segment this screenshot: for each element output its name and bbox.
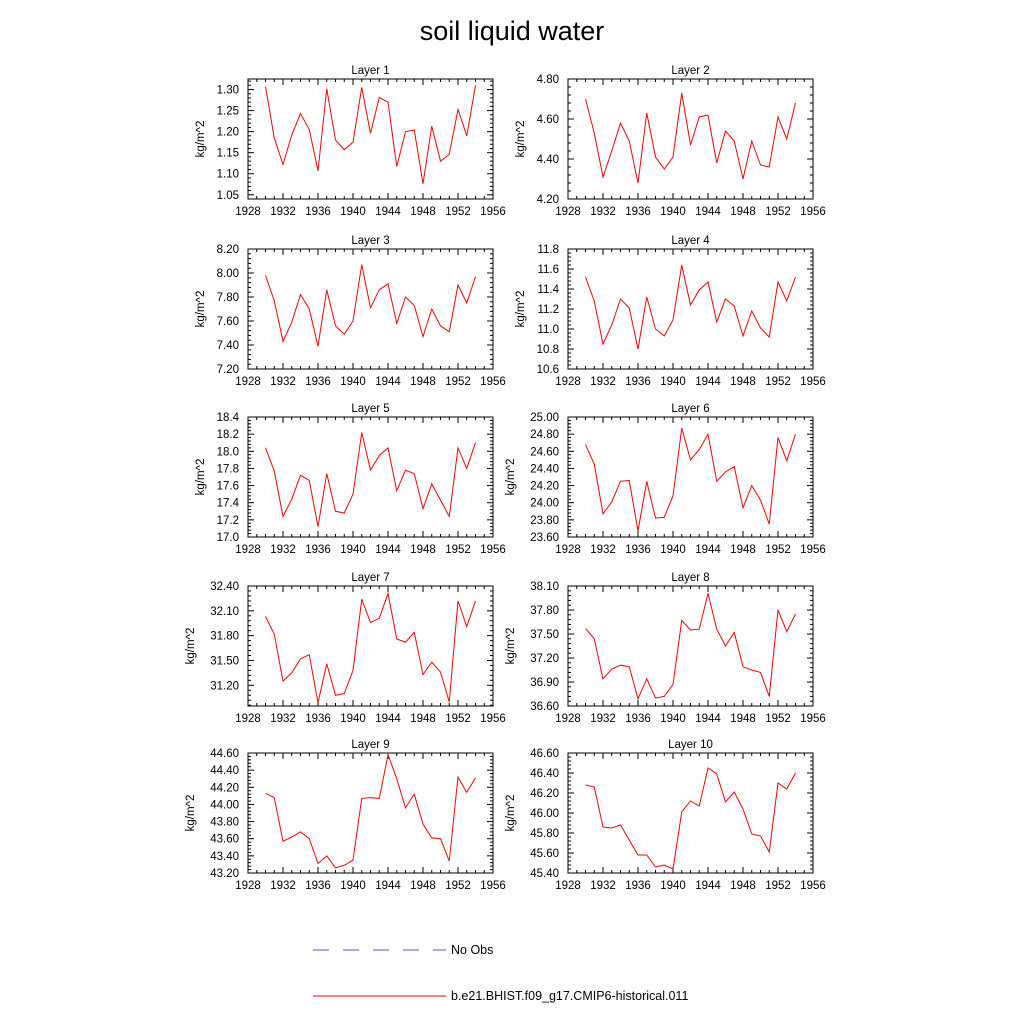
- y-tick-label: 1.30: [216, 84, 239, 97]
- y-tick-label: 43.80: [210, 816, 239, 829]
- x-tick-label: 1932: [590, 544, 616, 556]
- series-line-layer-5: [266, 432, 476, 526]
- y-tick-label: 44.40: [210, 765, 239, 778]
- y-tick-label: 1.20: [216, 126, 239, 139]
- y-tick-label: 4.80: [536, 74, 559, 86]
- x-tick-label: 1944: [375, 880, 401, 892]
- y-axis-label-layer-10: kg/m^2: [505, 794, 517, 832]
- x-tick-label: 1928: [235, 880, 261, 892]
- x-tick-label: 1948: [410, 880, 436, 892]
- x-tick-label: 1944: [695, 376, 721, 388]
- y-tick-label: 37.80: [530, 605, 559, 617]
- x-tick-label: 1948: [730, 206, 756, 218]
- panel-title-layer-8: Layer 8: [671, 572, 710, 584]
- x-tick-label: 1932: [270, 713, 296, 725]
- x-tick-label: 1952: [765, 880, 791, 892]
- y-tick-label: 46.00: [530, 808, 559, 820]
- x-tick-label: 1948: [410, 376, 436, 388]
- y-tick-label: 45.80: [530, 828, 559, 840]
- axis-frame-layer-7: [248, 586, 493, 706]
- y-tick-label: 32.10: [210, 605, 239, 618]
- x-tick-label: 1928: [555, 376, 581, 388]
- axis-frame-layer-10: [568, 753, 813, 873]
- y-tick-label: 17.6: [216, 480, 239, 493]
- x-tick-label: 1940: [660, 880, 686, 892]
- x-tick-label: 1940: [660, 206, 686, 218]
- panel-title-layer-1: Layer 1: [351, 65, 390, 77]
- x-tick-label: 1956: [480, 206, 506, 218]
- x-tick-label: 1940: [340, 713, 366, 725]
- panel-layer-8: [505, 572, 826, 725]
- panel-title-layer-9: Layer 9: [351, 739, 390, 751]
- x-tick-label: 1956: [480, 880, 506, 892]
- y-axis-label-layer-4: kg/m^2: [515, 290, 527, 328]
- x-tick-label: 1952: [445, 376, 471, 388]
- x-tick-label: 1940: [340, 376, 366, 388]
- y-axis-label-layer-5: kg/m^2: [195, 458, 207, 496]
- y-tick-label: 32.40: [210, 581, 239, 593]
- y-tick-label: 46.20: [530, 788, 559, 800]
- y-tick-label: 17.0: [216, 532, 239, 544]
- panel-title-layer-2: Layer 2: [671, 65, 710, 77]
- x-tick-label: 1940: [660, 544, 686, 556]
- x-tick-label: 1948: [410, 206, 436, 218]
- y-tick-label: 18.4: [216, 412, 239, 424]
- x-tick-label: 1932: [270, 376, 296, 388]
- figure-title: soil liquid water: [419, 16, 605, 46]
- y-tick-label: 18.0: [216, 446, 239, 459]
- x-tick-label: 1936: [305, 713, 331, 725]
- y-axis-label-layer-1: kg/m^2: [195, 120, 207, 158]
- x-tick-label: 1948: [410, 544, 436, 556]
- series-line-layer-4: [586, 265, 796, 349]
- x-tick-label: 1932: [270, 880, 296, 892]
- y-tick-label: 37.50: [530, 629, 559, 641]
- x-tick-label: 1956: [800, 544, 826, 556]
- x-tick-label: 1932: [270, 206, 296, 218]
- y-tick-label: 43.20: [210, 868, 239, 880]
- panel-layer-1: [195, 65, 506, 218]
- y-tick-label: 7.60: [216, 316, 239, 328]
- y-tick-label: 17.8: [216, 463, 239, 476]
- x-tick-label: 1928: [235, 713, 261, 725]
- series-line-layer-10: [586, 768, 796, 869]
- x-tick-label: 1944: [375, 713, 401, 725]
- y-tick-label: 7.80: [216, 292, 239, 304]
- x-tick-label: 1936: [625, 376, 651, 388]
- series-line-layer-8: [586, 593, 796, 699]
- y-tick-label: 1.25: [216, 105, 239, 118]
- axis-frame-layer-5: [248, 417, 493, 537]
- x-tick-label: 1948: [730, 376, 756, 388]
- x-tick-label: 1948: [410, 713, 436, 725]
- y-tick-label: 11.4: [537, 284, 559, 296]
- x-tick-label: 1940: [660, 713, 686, 725]
- y-tick-label: 24.60: [530, 446, 559, 459]
- x-tick-label: 1936: [625, 206, 651, 218]
- x-tick-label: 1944: [375, 544, 401, 556]
- series-line-layer-7: [266, 593, 476, 702]
- y-tick-label: 8.20: [216, 244, 239, 256]
- y-tick-label: 44.00: [210, 799, 239, 812]
- y-tick-label: 45.40: [530, 868, 559, 880]
- y-tick-label: 1.10: [216, 168, 239, 181]
- y-tick-label: 4.20: [536, 194, 559, 206]
- legend: [313, 943, 688, 1003]
- y-tick-label: 38.10: [530, 581, 559, 593]
- panel-layer-3: [195, 235, 506, 388]
- x-tick-label: 1956: [480, 376, 506, 388]
- y-tick-label: 43.40: [210, 850, 239, 863]
- x-tick-label: 1932: [590, 880, 616, 892]
- x-tick-label: 1956: [480, 713, 506, 725]
- y-axis-label-layer-6: kg/m^2: [505, 458, 517, 496]
- x-tick-label: 1952: [765, 544, 791, 556]
- panel-title-layer-4: Layer 4: [671, 235, 710, 247]
- y-axis-label-layer-3: kg/m^2: [195, 290, 207, 328]
- x-tick-label: 1956: [800, 880, 826, 892]
- x-tick-label: 1948: [730, 880, 756, 892]
- panel-title-layer-6: Layer 6: [671, 403, 710, 415]
- y-tick-label: 46.40: [530, 768, 559, 780]
- y-tick-label: 1.15: [216, 147, 239, 160]
- axis-frame-layer-6: [568, 417, 813, 537]
- x-tick-label: 1932: [270, 544, 296, 556]
- y-tick-label: 17.2: [216, 514, 239, 527]
- x-tick-label: 1944: [375, 206, 401, 218]
- y-axis-label-layer-2: kg/m^2: [515, 120, 527, 158]
- x-tick-label: 1952: [765, 376, 791, 388]
- panel-layer-5: [195, 403, 506, 556]
- y-tick-label: 24.80: [530, 429, 559, 442]
- x-tick-label: 1944: [695, 713, 721, 725]
- y-tick-label: 23.80: [530, 514, 559, 527]
- x-tick-label: 1956: [480, 544, 506, 556]
- x-tick-label: 1928: [555, 880, 581, 892]
- axis-frame-layer-8: [568, 586, 813, 706]
- y-tick-label: 10.8: [536, 344, 559, 356]
- y-tick-label: 44.20: [210, 782, 239, 795]
- x-tick-label: 1948: [730, 544, 756, 556]
- y-tick-label: 24.40: [530, 463, 559, 476]
- x-tick-label: 1944: [695, 880, 721, 892]
- axis-frame-layer-4: [568, 249, 813, 369]
- x-tick-label: 1956: [800, 713, 826, 725]
- y-tick-label: 10.6: [536, 364, 559, 376]
- x-tick-label: 1936: [625, 544, 651, 556]
- x-tick-label: 1932: [590, 376, 616, 388]
- y-tick-label: 11.0: [537, 324, 559, 336]
- x-tick-label: 1952: [445, 206, 471, 218]
- x-tick-label: 1944: [695, 206, 721, 218]
- x-tick-label: 1932: [590, 713, 616, 725]
- y-tick-label: 23.60: [530, 532, 559, 544]
- x-tick-label: 1956: [800, 206, 826, 218]
- x-tick-label: 1952: [445, 713, 471, 725]
- x-tick-label: 1940: [660, 376, 686, 388]
- panel-title-layer-10: Layer 10: [668, 739, 713, 751]
- x-tick-label: 1952: [765, 713, 791, 725]
- y-tick-label: 31.50: [210, 655, 239, 668]
- y-tick-label: 31.80: [210, 630, 239, 643]
- x-tick-label: 1936: [625, 880, 651, 892]
- y-tick-label: 7.40: [216, 340, 239, 352]
- panel-layer-6: [505, 403, 826, 556]
- axis-frame-layer-3: [248, 249, 493, 369]
- x-tick-label: 1940: [340, 544, 366, 556]
- panel-grid: [185, 65, 826, 892]
- series-line-layer-2: [586, 93, 796, 183]
- x-tick-label: 1936: [305, 376, 331, 388]
- y-tick-label: 1.05: [216, 189, 239, 202]
- legend-label-model: b.e21.BHIST.f09_g17.CMIP6-historical.011: [451, 989, 689, 1003]
- y-axis-label-layer-8: kg/m^2: [505, 627, 517, 665]
- x-tick-label: 1928: [235, 376, 261, 388]
- y-tick-label: 8.00: [216, 268, 239, 280]
- y-tick-label: 44.60: [210, 748, 239, 760]
- x-tick-label: 1944: [695, 544, 721, 556]
- panel-title-layer-7: Layer 7: [351, 572, 390, 584]
- x-tick-label: 1936: [305, 880, 331, 892]
- y-tick-label: 45.60: [530, 848, 559, 860]
- x-tick-label: 1952: [445, 880, 471, 892]
- x-tick-label: 1928: [235, 206, 261, 218]
- x-tick-label: 1928: [235, 544, 261, 556]
- x-tick-label: 1928: [555, 713, 581, 725]
- x-tick-label: 1956: [800, 376, 826, 388]
- panel-layer-2: [515, 65, 826, 218]
- y-tick-label: 11.8: [537, 244, 559, 256]
- panel-layer-9: [185, 739, 506, 892]
- axis-frame-layer-9: [248, 753, 493, 873]
- panel-title-layer-3: Layer 3: [351, 235, 390, 247]
- panel-title-layer-5: Layer 5: [351, 403, 390, 415]
- y-tick-label: 25.00: [530, 412, 559, 424]
- x-tick-label: 1940: [340, 880, 366, 892]
- y-axis-label-layer-9: kg/m^2: [185, 794, 197, 832]
- x-tick-label: 1940: [340, 206, 366, 218]
- series-line-layer-1: [266, 85, 476, 184]
- y-tick-label: 17.4: [216, 497, 239, 510]
- y-tick-label: 18.2: [216, 429, 239, 442]
- x-tick-label: 1936: [305, 206, 331, 218]
- y-tick-label: 11.2: [537, 304, 559, 316]
- y-tick-label: 37.20: [530, 653, 559, 665]
- x-tick-label: 1948: [730, 713, 756, 725]
- x-tick-label: 1936: [625, 713, 651, 725]
- series-line-layer-3: [266, 265, 476, 347]
- y-tick-label: 24.20: [530, 480, 559, 493]
- panel-layer-4: [515, 235, 826, 388]
- legend-label-no-obs: No Obs: [451, 943, 494, 957]
- x-tick-label: 1936: [305, 544, 331, 556]
- x-tick-label: 1928: [555, 206, 581, 218]
- panel-layer-10: [505, 739, 826, 892]
- x-tick-label: 1952: [765, 206, 791, 218]
- x-tick-label: 1932: [590, 206, 616, 218]
- y-tick-label: 4.40: [536, 154, 559, 166]
- y-tick-label: 36.90: [530, 677, 559, 689]
- y-tick-label: 43.60: [210, 833, 239, 846]
- y-tick-label: 36.60: [530, 701, 559, 713]
- series-line-layer-6: [586, 428, 796, 531]
- y-tick-label: 4.60: [536, 114, 559, 126]
- panel-layer-7: [185, 572, 506, 725]
- y-tick-label: 7.20: [216, 364, 239, 376]
- y-tick-label: 46.60: [530, 748, 559, 760]
- y-tick-label: 31.20: [210, 680, 239, 693]
- axis-frame-layer-2: [568, 79, 813, 199]
- y-axis-label-layer-7: kg/m^2: [185, 627, 197, 665]
- axis-frame-layer-1: [248, 79, 493, 199]
- series-line-layer-9: [266, 755, 476, 868]
- y-tick-label: 24.00: [530, 497, 559, 510]
- x-tick-label: 1944: [375, 376, 401, 388]
- x-tick-label: 1952: [445, 544, 471, 556]
- x-tick-label: 1928: [555, 544, 581, 556]
- y-tick-label: 11.6: [537, 264, 559, 276]
